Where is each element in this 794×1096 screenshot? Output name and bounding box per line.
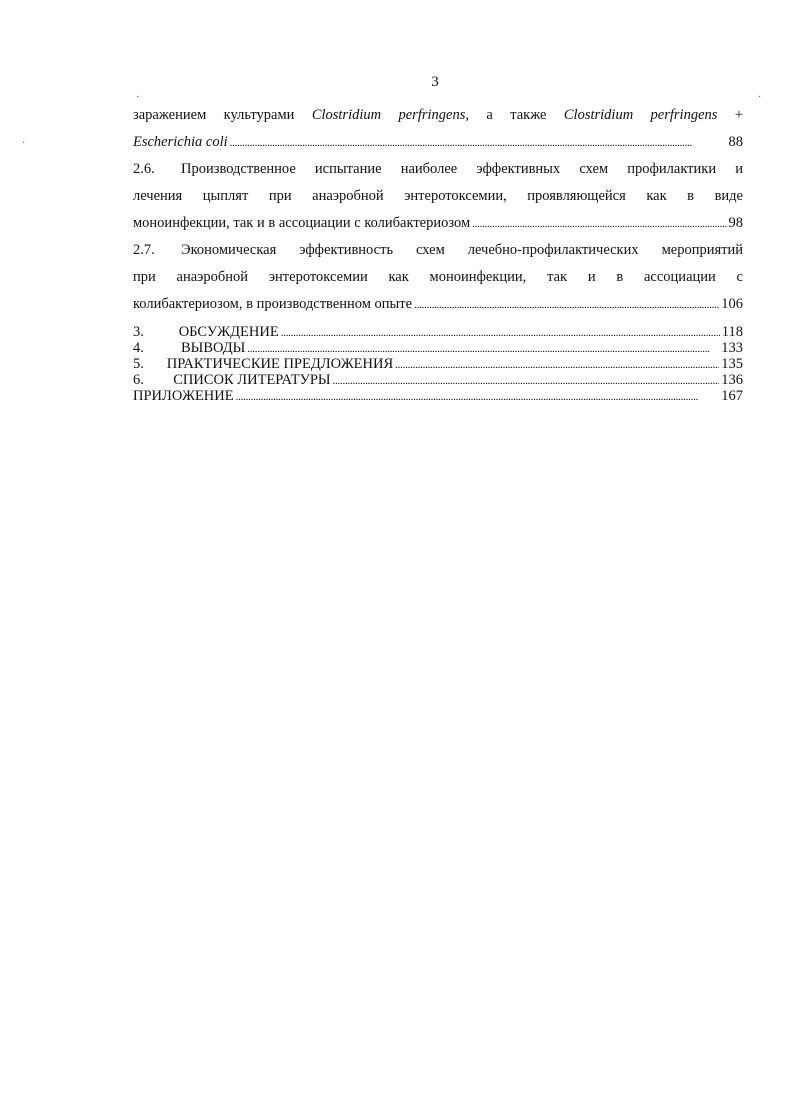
toc-title: СПИСОК ЛИТЕРАТУРЫ	[173, 372, 331, 388]
toc-page-ref: 167	[721, 388, 743, 404]
dot-leader	[236, 388, 720, 405]
toc-entry-6	[133, 372, 743, 388]
toc-entry-4	[133, 340, 743, 356]
toc-entry-2-5-line-2	[133, 129, 743, 156]
toc-page-ref: 98	[728, 215, 743, 231]
toc-entry-5	[133, 356, 743, 372]
toc-number: 2.7.	[133, 242, 155, 258]
scan-speck: ·	[22, 138, 26, 149]
toc-page-ref: 106	[721, 296, 743, 312]
toc-number: 5.	[133, 356, 144, 372]
toc-text: , а также	[465, 107, 564, 123]
toc-title: ПРАКТИЧЕСКИЕ ПРЕДЛОЖЕНИЯ	[166, 356, 394, 372]
toc-number: 6.	[133, 372, 144, 388]
toc-page-ref: 133	[721, 340, 743, 356]
toc-entry-2-6-line-1	[133, 156, 743, 183]
toc-entry-2-5-line-1	[133, 102, 743, 129]
toc-taxon: Escherichia coli	[133, 134, 228, 150]
dot-leader	[472, 210, 726, 238]
toc-text: моноинфекции, так и в ассоциации с колибактериозом	[133, 215, 471, 231]
toc-taxon: Clostridium perfringens	[563, 107, 718, 123]
dot-leader	[395, 356, 719, 373]
toc-entry-2-6-line-2: лечения цыплят при анаэробной энтеротоксемии, проявляющейся как в виде	[133, 188, 743, 204]
toc-text: Экономическая эффективность схем лечебно-профилактических мероприятий	[181, 242, 743, 258]
toc-text: заражением культурами	[133, 107, 312, 123]
toc-title: ПРИЛОЖЕНИЕ	[133, 388, 234, 404]
dot-leader	[247, 340, 719, 357]
toc-text: Производственное испытание наиболее эффективных схем профилактики и	[181, 161, 743, 177]
toc-number: 4.	[133, 340, 144, 356]
dot-leader	[281, 324, 720, 341]
toc-page-ref: 88	[728, 134, 743, 150]
toc-text: колибактериозом, в производственном опыте	[133, 296, 413, 312]
toc-entry-appendix	[133, 388, 743, 404]
toc-number: 2.6.	[133, 161, 155, 177]
toc-taxon: Clostridium perfringens	[311, 107, 466, 123]
toc-entry-2-7-line-3	[133, 291, 743, 318]
scan-speck: ·	[758, 92, 762, 103]
toc-page-ref: 118	[721, 324, 743, 340]
scan-speck: ·	[136, 92, 140, 103]
toc-title: ОБСУЖДЕНИЕ	[178, 324, 279, 340]
toc-entry-3	[133, 324, 743, 340]
toc-page-ref: 136	[721, 372, 743, 388]
toc-number: 3.	[133, 324, 144, 340]
toc-text: +	[717, 107, 743, 123]
toc-entry-2-7-line-2: при анаэробной энтеротоксемии как моноинфекции, так и в ассоциации с	[133, 269, 743, 285]
table-of-contents	[133, 102, 743, 404]
dot-leader	[414, 291, 719, 319]
dot-leader	[333, 372, 720, 389]
dot-leader	[230, 129, 727, 157]
toc-entry-2-6-line-3	[133, 210, 743, 237]
toc-title: ВЫВОДЫ	[181, 340, 246, 356]
page-number: 3	[431, 74, 439, 90]
toc-page-ref: 135	[721, 356, 743, 372]
toc-entry-2-7-line-1	[133, 237, 743, 264]
